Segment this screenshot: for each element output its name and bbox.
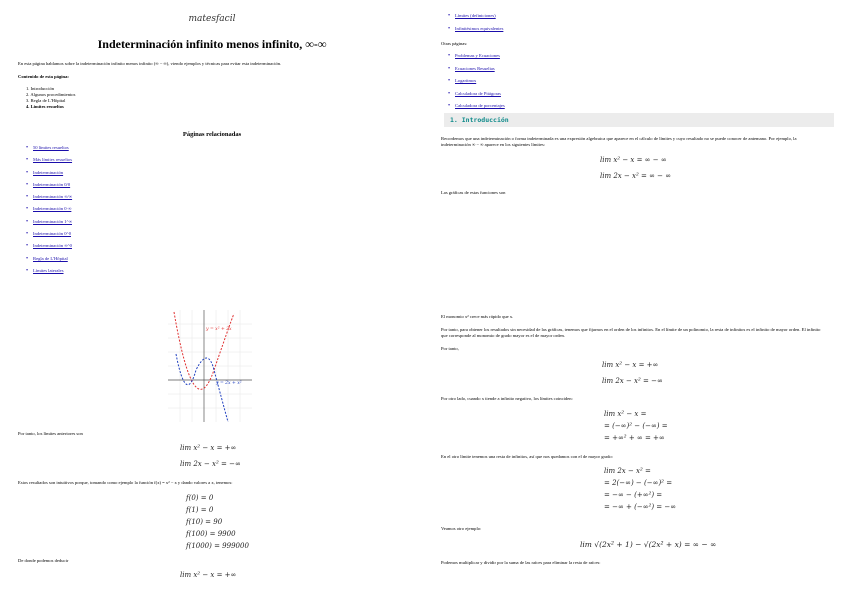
graph-label-blue: y = 2x + x²	[216, 381, 242, 386]
example-limit: lim √(2x² + 1) − √(2x² + x) = ∞ − ∞	[580, 540, 717, 549]
value-row: f(0) = 0	[186, 494, 214, 502]
therefore-text: Por tanto,	[441, 346, 459, 351]
related-list	[26, 145, 72, 274]
related-link[interactable]: • 50 límites resueltos	[26, 145, 72, 151]
blue-curve	[176, 354, 228, 422]
negative-infinity-text: Por otro lado, cuando x tiende a infinito negativo, los límites coinciden:	[441, 396, 573, 401]
page-title: Indeterminación infinito menos infinito, ∞-∞	[97, 37, 327, 51]
related-link[interactable]: • Indeterminación 0/0	[26, 182, 72, 188]
other-page-link[interactable]: • Logaritmos	[448, 78, 505, 84]
list-item[interactable]: 1. Introducción	[26, 86, 55, 91]
contents-list	[26, 86, 75, 110]
step-line: = −∞ − (+∞²) =	[604, 491, 663, 499]
other-pages-heading: Otras páginas:	[441, 41, 468, 46]
section-heading-introduccion: 1. Introducción	[444, 113, 834, 127]
results-text: Por tanto, los límites anteriores son	[18, 431, 83, 436]
related-link[interactable]: • Límites laterales	[26, 268, 72, 274]
function-graph-svg	[168, 310, 252, 422]
graphs-text: Las gráficas de estas funciones son	[441, 190, 506, 195]
step-line: = −∞ + (−∞²) = −∞	[604, 503, 677, 511]
therefore-limit-a: lim x² − x = +∞	[602, 361, 659, 369]
limit-b: lim 2x − x² = −∞	[180, 460, 241, 468]
negative-limit-steps	[604, 408, 668, 444]
other-page-link[interactable]: • Ecuaciones Resueltas	[448, 66, 505, 72]
step-line: = +∞² + ∞ = +∞	[604, 434, 665, 442]
related-link[interactable]: • Regla de L'Hôpital	[26, 256, 72, 262]
step-line: lim 2x − x² =	[604, 467, 651, 475]
related-link[interactable]: • Indeterminación 0^0	[26, 231, 72, 237]
related-link[interactable]: • Indeterminación 0·∞	[26, 206, 72, 212]
contents-heading: Contenido de esta página:	[18, 74, 69, 79]
intuitive-text: Estos resultados son intuitivos porque, tomando como ejemplo la función f(x) = x² − x y dando valores a x, tenemos:	[18, 480, 233, 485]
list-item[interactable]: 3. Regla de L'Hôpital	[26, 98, 66, 103]
step-line: = 2(−∞) − (−∞)² =	[604, 479, 673, 487]
intro-text: Recordemos que una indeterminación o forma indeterminada es una expresión algebraica que aparece en el cálculo de límites y cuyo resultado no se puede conocer de antemano. Por ejemplo, la indeterminación ∞ − ∞ aparece en los siguientes límites:	[441, 136, 797, 147]
top-links-list	[448, 13, 503, 32]
function-graph	[168, 310, 252, 422]
therefore-limit-b: lim 2x − x² = −∞	[602, 377, 663, 385]
limit-a: lim x² − x = +∞	[180, 444, 237, 452]
polynomial-text: Por tanto, para obtener los resultados sin necesidad de las gráficas, tenemos que fijarnos en el orden de los infinitos. En el límite de un polinomio, la resta de infinitos es el infinito de mayor orden. El infinito que corresponde al monomio de grado mayor es el de mayor orden.	[441, 327, 821, 338]
roots-text: Podemos multiplicar y dividir por la suma de las raíces para eliminar la resta de raíces:	[441, 560, 601, 565]
related-link[interactable]: • Indeterminación ∞^0	[26, 243, 72, 249]
graph-label-red: y = x² + 3x	[206, 327, 232, 332]
list-item[interactable]: 2. Algunos procedimientos	[26, 92, 76, 97]
other-page-link[interactable]: • Problemas y Ecuaciones	[448, 53, 505, 59]
related-link[interactable]: • Indeterminación ∞/∞	[26, 194, 72, 200]
related-heading: Páginas relacionadas	[182, 131, 242, 138]
limit-c: lim x² − x = +∞	[180, 571, 237, 579]
other-page-link[interactable]: • Calculadora de porcentajes	[448, 103, 505, 109]
value-row: f(10) = 90	[186, 518, 223, 526]
intro-paragraph: En esta página hablamos sobre la indeterminación infinito menos infinito (∞ − ∞), viendo ejemplos y técnicas para evitar esta indeterminación.	[18, 61, 282, 66]
value-row: f(1000) = 999000	[186, 542, 249, 550]
value-row: f(100) = 9900	[186, 530, 236, 538]
related-link[interactable]: • Indeterminación 1^∞	[26, 219, 72, 225]
list-item[interactable]: 4. Límites resueltos	[26, 104, 64, 109]
top-link[interactable]: • Infinitésimos equivalentes	[448, 26, 503, 32]
step-line: = (−∞)² − (−∞) =	[604, 422, 668, 430]
other-limit-text: En el otro límite tenemos una resta de infinitos, así que nos quedamos con el de mayor grado:	[441, 454, 613, 459]
step-line: lim x² − x =	[604, 410, 647, 418]
deduce-text: De donde podemos deducir	[18, 558, 69, 563]
other-page-link[interactable]: • Calculadora de Pitágoras	[448, 91, 505, 97]
other-pages-list	[448, 53, 505, 109]
related-link[interactable]: • Indeterminación	[26, 170, 72, 176]
values-table	[186, 492, 249, 552]
related-link[interactable]: • Más límites resueltos	[26, 157, 72, 163]
intro-limit-b: lim 2x − x² = ∞ − ∞	[600, 172, 672, 180]
example-text: Veamos otro ejemplo:	[441, 526, 482, 531]
intro-limit-a: lim x² − x = ∞ − ∞	[600, 156, 667, 164]
top-link[interactable]: • Límites (definiciones)	[448, 13, 503, 19]
other-limit-steps	[604, 465, 676, 513]
monomial-text: El monomio x² crece más rápido que x.	[441, 314, 514, 319]
value-row: f(1) = 0	[186, 506, 214, 514]
logo[interactable]: matesfacil	[188, 14, 236, 24]
